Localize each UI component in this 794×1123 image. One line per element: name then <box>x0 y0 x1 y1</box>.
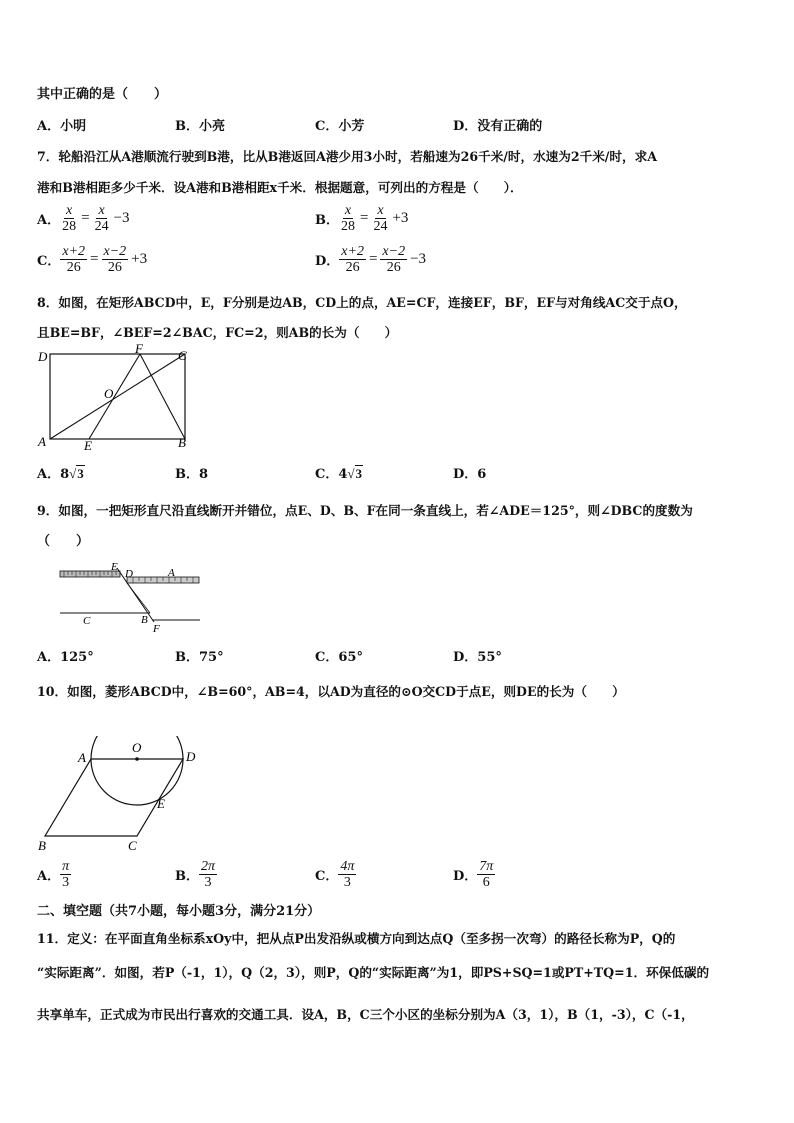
label-c: C <box>128 838 137 853</box>
label-e: E <box>111 561 118 573</box>
q7-option-b: B． $\frac{x}{28}$ = $\frac{x}{24}$ +3 <box>315 203 409 234</box>
q11-line2: “实际距离”．如图，若P（-1，1），Q（2，3），则P，Q的“实际距离”为1，即PS+SQ=1或PT+TQ=1．环保低碳的 <box>37 965 710 980</box>
q10-option-b: B． $\frac{2\pi}{3}$ <box>175 859 216 890</box>
q9-line1: 9．如图，一把矩形直尺沿直线断开并错位，点E、D、B、F在同一条直线上，若∠ADE＝125°，则∠DBC的度数为 <box>37 503 693 518</box>
q7-option-c: C． $\frac{x+2}{26}$ = $\frac{x-2}{26}$ +3 <box>37 244 148 275</box>
q10-option-d: D． $\frac{7\pi}{6}$ <box>453 859 494 890</box>
label-o: O <box>104 386 114 401</box>
break-line-ef <box>117 568 154 622</box>
q8-option-d: D．6 <box>453 467 487 482</box>
break-line-db <box>127 583 150 613</box>
q7-line1: 7．轮船沿江从A港顺流行驶到B港，比从B港返回A港少用3小时，若船速为26千米/时，水速为2千米/时，求A <box>37 149 657 164</box>
q6-option-c: C．小芳 <box>315 119 365 134</box>
segment-bf <box>140 354 185 439</box>
label-c: C <box>178 348 187 363</box>
q11-line1: 11．定义：在平面直角坐标系xOy中，把从点P出发沿纵或横方向到达点Q（至多拐一次弯）的路径长称为P，Q的 <box>37 931 676 946</box>
q8-line1: 8．如图，在矩形ABCD中，E，F分别是边AB，CD上的点，AE=CF，连接EF，BF，EF与对角线AC交于点O， <box>37 295 687 310</box>
q10-line1: 10．如图，菱形ABCD中，∠B=60°，AB=4，以AD为直径的⊙O交CD于点E，则DE的长为（ ） <box>37 684 625 699</box>
label-b: B <box>178 435 186 450</box>
q8-line2: 且BE=BF，∠BEF=2∠BAC，FC=2，则AB的长为（ ） <box>37 325 398 340</box>
label-f: F <box>135 344 143 356</box>
label-f: F <box>153 623 160 635</box>
q10-rhombus-figure <box>30 736 205 856</box>
q6-stem-tail: 其中正确的是（ ） <box>37 87 168 102</box>
q9-option-c: C．65° <box>315 650 363 665</box>
q7-option-a: A． $\frac{x}{28}$ = $\frac{x}{24}$ −3 <box>37 203 130 234</box>
label-o: O <box>132 740 142 755</box>
q8-option-c: C．4√3 <box>315 466 363 482</box>
q9-option-d: D．55° <box>453 650 502 665</box>
label-d: D <box>38 349 48 364</box>
q8-option-a: A．8√3 <box>37 466 84 482</box>
q8-option-b: B．8 <box>175 467 209 482</box>
q7-option-d: D． $\frac{x+2}{26}$ = $\frac{x-2}{26}$ −3 <box>315 244 427 275</box>
diagonal-ac <box>50 354 185 439</box>
label-d: D <box>125 568 133 580</box>
q9-line2: （ ） <box>37 534 90 549</box>
segment-ef <box>89 354 140 439</box>
label-a: A <box>38 434 46 449</box>
q8-rectangle-figure <box>30 344 200 452</box>
q6-option-d: D．没有正确的 <box>453 119 543 134</box>
q7-line2: 港和B港相距多少千米．设A港和B港相距x千米．根据题意，可列出的方程是（ ）． <box>37 180 523 195</box>
label-e: E <box>84 438 92 452</box>
q9-option-b: B．75° <box>175 650 224 665</box>
q10-option-c: C． $\frac{4\pi}{3}$ <box>315 859 355 890</box>
label-b: B <box>38 838 46 853</box>
q11-line3: 共享单车，正式成为市民出行喜欢的交通工具．设A，B，C三个小区的坐标分别为A（3，1），B（1，-3），C（-1， <box>37 1007 694 1022</box>
label-a: A <box>78 750 86 765</box>
label-c: C <box>83 615 91 627</box>
q9-ruler-figure <box>55 560 205 635</box>
q6-option-b: B．小亮 <box>175 119 225 134</box>
label-e: E <box>157 796 165 811</box>
section-fill-in-title: 二、填空题（共7小题，每小题3分，满分21分） <box>37 904 321 919</box>
q10-option-a: A． $\frac{\pi}{3}$ <box>37 859 70 890</box>
q6-option-a: A．小明 <box>37 119 87 134</box>
label-b: B <box>141 614 148 626</box>
label-d: D <box>186 749 196 764</box>
q9-option-a: A．125° <box>37 650 94 665</box>
label-a: A <box>168 567 175 579</box>
